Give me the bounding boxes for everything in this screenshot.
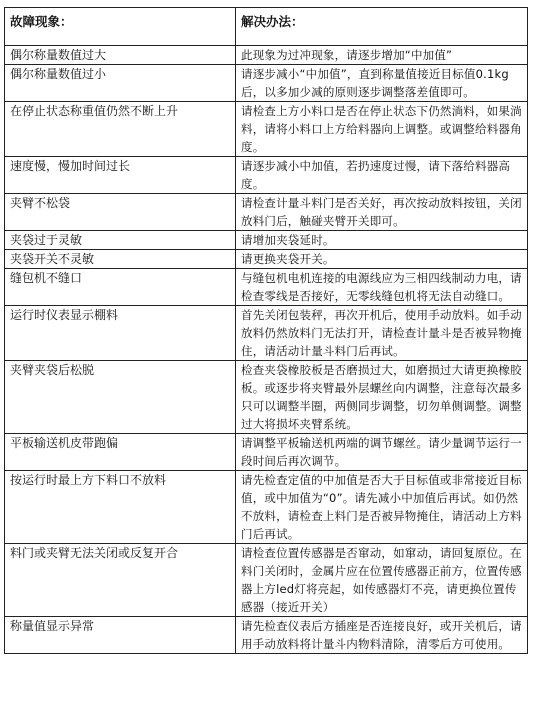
table-row <box>5 306 528 361</box>
header-solution: 解决办法： <box>236 8 528 46</box>
table-row <box>5 471 528 544</box>
solution-cell: 请更换夹袋开关。 <box>236 250 528 269</box>
table-row <box>5 250 528 269</box>
fault-cell: 按运行时最上方下料口不放料 <box>5 471 236 544</box>
fault-cell: 偶尔称量数值过大 <box>5 46 236 65</box>
solution-cell: 请先检查仪表后方插座是否连接良好，或开关机后，请用手动放料将计量斗内物料清除，清零后方可使用。 <box>236 617 528 654</box>
fault-cell: 料门或夹臂无法关闭或反复开合 <box>5 544 236 617</box>
table-row <box>5 434 528 471</box>
fault-cell: 在停止状态称重值仍然不断上升 <box>5 102 236 157</box>
solution-cell: 首先关闭包装秤，再次开机后，使用手动放料。如手动放料仍然放料门无法打开，请检查计量斗是否被异物掩住，请活动计量斗料门后再试。 <box>236 306 528 361</box>
table-header-row <box>5 8 528 46</box>
table-row <box>5 194 528 231</box>
solution-cell: 请先检查定值的中加值是否大于目标值或非常接近目标值，或中加值为“0”。请先减小中加值后再试。如仍然不放料，请检查上料门是否被异物掩住，请活动上方料门后再试。 <box>236 471 528 544</box>
fault-cell: 夹袋开关不灵敏 <box>5 250 236 269</box>
fault-cell: 速度慢，慢加时间过长 <box>5 157 236 194</box>
table-row <box>5 157 528 194</box>
solution-cell: 请逐步减小“中加值”，直到称量值接近目标值0.1kg后，以多加少减的原则逐步调整落差值即可。 <box>236 65 528 102</box>
header-fault-symptom: 故障现象： <box>5 8 236 46</box>
solution-cell: 请调整平板输送机两端的调节螺丝。请少量调节运行一段时间后再次调节。 <box>236 434 528 471</box>
table-row <box>5 102 528 157</box>
table-row <box>5 617 528 654</box>
table-row <box>5 65 528 102</box>
fault-cell: 夹臂夹袋后松脱 <box>5 361 236 434</box>
fault-cell: 缝包机不缝口 <box>5 269 236 306</box>
solution-cell: 与缝包机电机连接的电源线应为三相四线制动力电，请检查零线是否接好，无零线缝包机将无法自动缝口。 <box>236 269 528 306</box>
solution-cell: 请检查位置传感器是否窜动，如窜动，请回复原位。在料门关闭时，金属片应在位置传感器正前方，位置传感器上方led灯将亮起，如传感器灯不亮，请更换位置传感器（接近开关） <box>236 544 528 617</box>
table-row <box>5 46 528 65</box>
table-row <box>5 544 528 617</box>
solution-cell: 请逐步减小中加值，若扔速度过慢，请下落给料器高度。 <box>236 157 528 194</box>
table-row <box>5 269 528 306</box>
fault-cell: 夹臂不松袋 <box>5 194 236 231</box>
solution-cell: 请检查上方小料口是否在停止状态下仍然淌料，如果淌料，请将小料口上方给料器向上调整。或调整给料器角度。 <box>236 102 528 157</box>
table-row <box>5 361 528 434</box>
document-page <box>4 7 527 654</box>
troubleshooting-table <box>4 7 528 654</box>
fault-cell: 运行时仪表显示棚料 <box>5 306 236 361</box>
fault-cell: 偶尔称量数值过小 <box>5 65 236 102</box>
fault-cell: 平板输送机皮带跑偏 <box>5 434 236 471</box>
fault-cell: 称量值显示异常 <box>5 617 236 654</box>
solution-cell: 此现象为过冲现象，请逐步增加“中加值” <box>236 46 528 65</box>
solution-cell: 请增加夹袋延时。 <box>236 231 528 250</box>
solution-cell: 请检查计量斗料门是否关好，再次按动放料按钮，关闭放料门后，触碰夹臂开关即可。 <box>236 194 528 231</box>
table-row <box>5 231 528 250</box>
solution-cell: 检查夹袋橡胶板是否磨损过大，如磨损过大请更换橡胶板。或逐步将夹臂最外层螺丝向内调整，注意每次最多只可以调整半圈，两侧同步调整，切勿单侧调整。调整过大将损坏夹臂系统。 <box>236 361 528 434</box>
fault-cell: 夹袋过于灵敏 <box>5 231 236 250</box>
